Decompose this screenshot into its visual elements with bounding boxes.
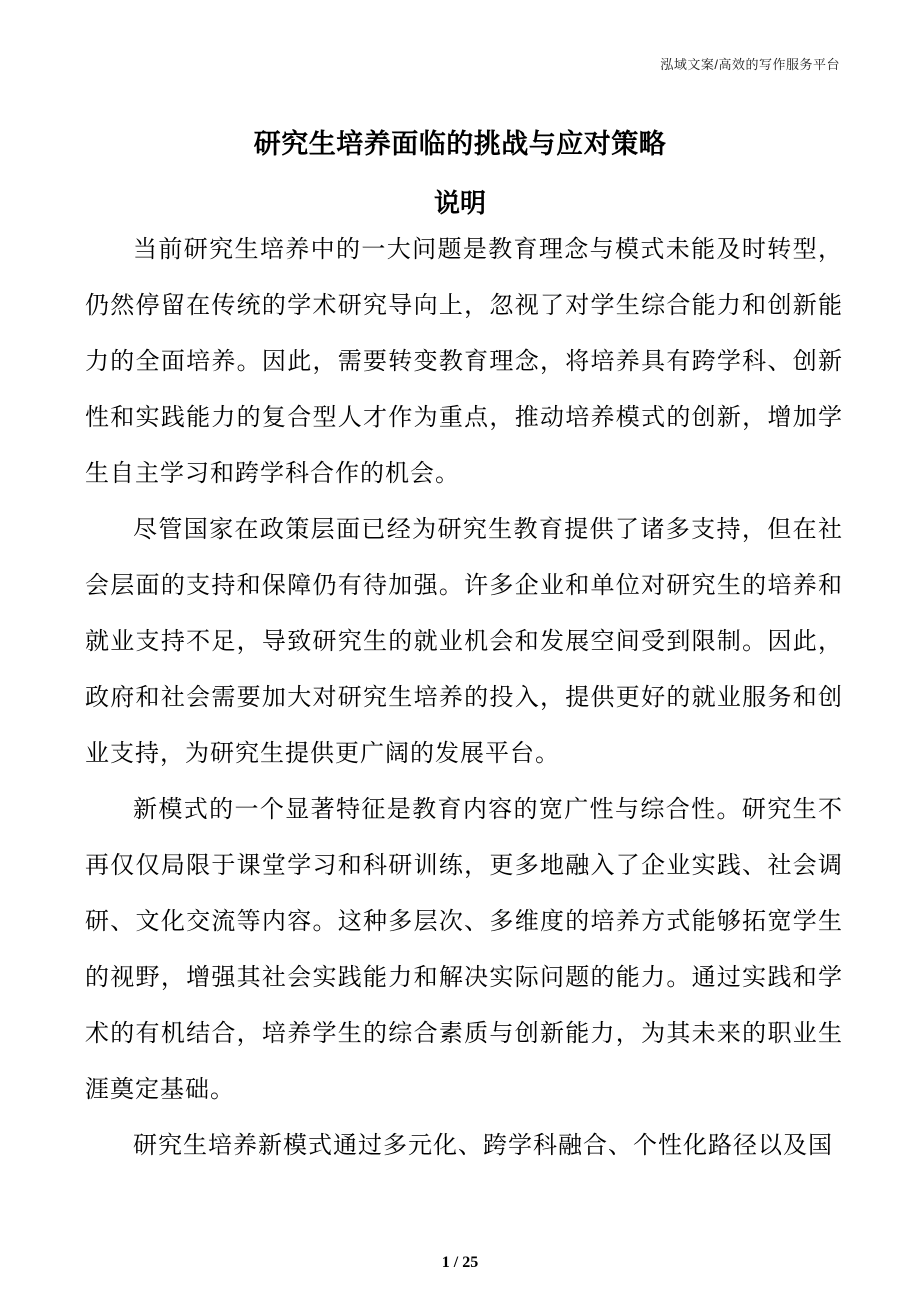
body-paragraph-4-truncated: 研究生培养新模式通过多元化、跨学科融合、个性化路径以及国	[133, 1133, 833, 1159]
document-subtitle: 说明	[433, 188, 486, 218]
document-title: 研究生培养面临的挑战与应对策略	[253, 129, 667, 159]
body-paragraph-1: 当前研究生培养中的一大问题是教育理念与模式未能及时转型，仍然停留在传统的学术研究导向上，忽视了对学生综合能力和创新能力的全面培养。因此，需要转变教育理念，将培养具有跨学科、创新性和实践能力的复合型人才作为重点，推动培养模式的创新，增加学生自主学习和跨学科合作的机会。	[85, 237, 843, 487]
document-body	[85, 222, 843, 1174]
page-footer	[0, 1254, 920, 1272]
platform-watermark: 泓域文案/高效的写作服务平台	[660, 57, 840, 72]
body-paragraph-2: 尽管国家在政策层面已经为研究生教育提供了诸多支持，但在社会层面的支持和保障仍有待加强。许多企业和单位对研究生的培养和就业支持不足，导致研究生的就业机会和发展空间受到限制。因此，政府和社会需要加大对研究生培养的投入，提供更好的就业服务和创业支持，为研究生提供更广阔的发展平台。	[85, 517, 843, 767]
page-number: 1 / 25	[441, 1254, 479, 1271]
body-paragraph-3: 新模式的一个显著特征是教育内容的宽广性与综合性。研究生不再仅仅局限于课堂学习和科研训练，更多地融入了企业实践、社会调研、文化交流等内容。这种多层次、多维度的培养方式能够拓宽学生的视野，增强其社会实践能力和解决实际问题的能力。通过实践和学术的有机结合，培养学生的综合素质与创新能力，为其未来的职业生涯奠定基础。	[85, 797, 843, 1103]
